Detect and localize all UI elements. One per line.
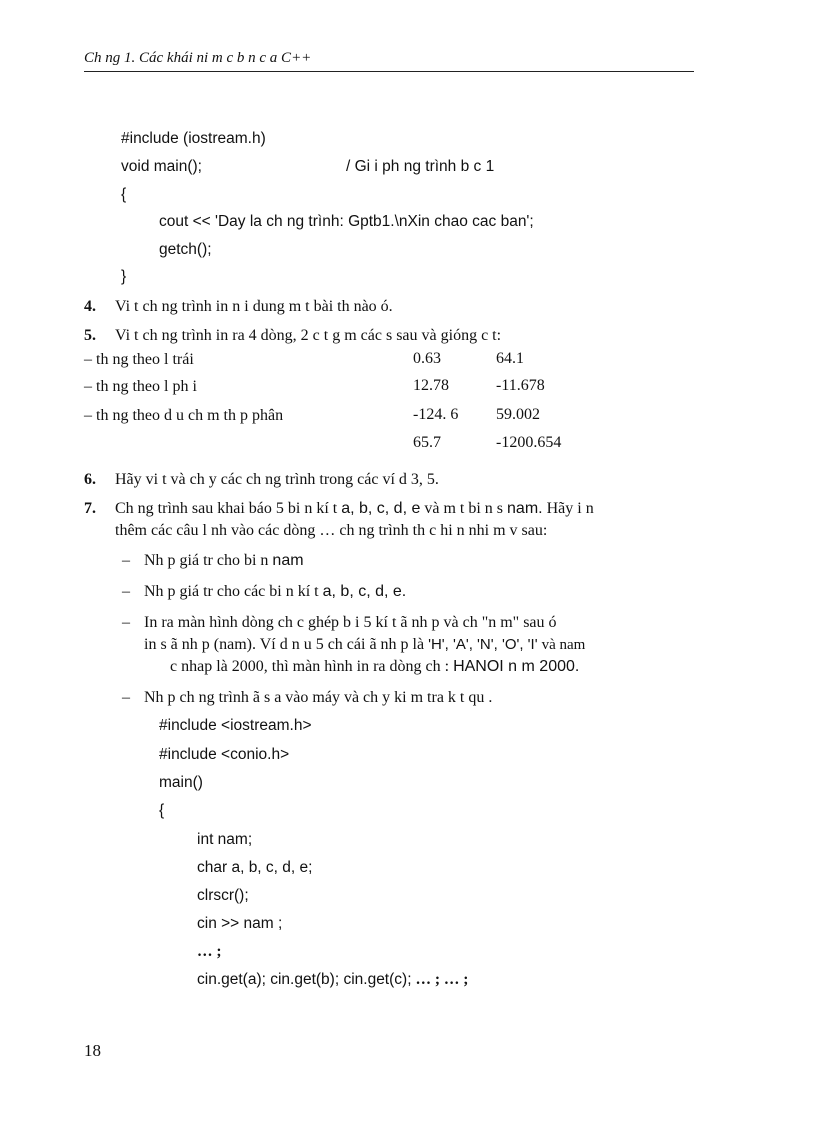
code-line: char a, b, c, d, e; xyxy=(197,859,313,876)
code-line: void main(); xyxy=(121,158,202,175)
code-run: cin.get(a); cin.get(b); cin.get(c); xyxy=(197,971,412,988)
bullet-text xyxy=(144,583,406,601)
code-line: cin >> nam ; xyxy=(197,915,283,932)
exercise-text: Vi t ch ng trình in n i dung m t bài th nào ó. xyxy=(115,298,393,315)
alignment-label: – th ng theo l trái xyxy=(84,351,194,368)
text-run: Hãy i n xyxy=(546,500,594,517)
text-run: c nhap là 2000, thì màn hình in ra dòng ch : xyxy=(170,658,450,675)
bullet-dash: – xyxy=(122,583,130,600)
alignment-label: – th ng theo l ph i xyxy=(84,378,197,395)
variable-name: nam xyxy=(272,552,304,569)
variable-name: nam. xyxy=(507,500,543,517)
header-divider xyxy=(84,71,694,72)
code-line: #include (iostream.h) xyxy=(121,130,266,147)
code-placeholder: … ; … ; xyxy=(415,971,469,988)
exercise-number: 7. xyxy=(84,500,96,517)
value-cell: -1200.654 xyxy=(496,434,562,451)
text-run: Ch ng trình sau khai báo 5 bi n kí t xyxy=(115,500,342,517)
bullet-dash: – xyxy=(122,552,130,569)
code-line: { xyxy=(121,186,127,203)
bullet-text: In ra màn hình dòng ch c ghép b i 5 kí t ã nh p và ch "n m" sau ó xyxy=(144,614,557,631)
code-line: #include <iostream.h> xyxy=(159,717,312,734)
bullet-dash: – xyxy=(122,689,130,706)
variable-names: a, b, c, d, e xyxy=(341,500,421,517)
code-placeholder: … ; xyxy=(197,943,222,960)
value-cell: -11.678 xyxy=(496,377,545,394)
text-run: Nh p giá tr cho bi n xyxy=(144,552,269,569)
running-header: Ch ng 1. Các khái ni m c b n c a C++ xyxy=(84,50,312,66)
value-cell: 64.1 xyxy=(496,350,524,367)
exercise-text xyxy=(115,500,594,518)
exercise-number: 6. xyxy=(84,471,96,488)
code-comment: / Gi i ph ng trình b c 1 xyxy=(346,158,495,175)
code-line: #include <conio.h> xyxy=(159,746,290,763)
value-cell: -124. 6 xyxy=(413,406,459,423)
code-line: main() xyxy=(159,774,203,791)
bullet-dash: – xyxy=(122,614,130,631)
output-example: HANOI n m 2000. xyxy=(453,658,580,675)
page-number: 18 xyxy=(84,1041,101,1060)
bullet-text: Nh p ch ng trình ã s a vào máy và ch y ki m tra k t qu . xyxy=(144,689,493,706)
exercise-text: Vi t ch ng trình in ra 4 dòng, 2 c t g m các s sau và gióng c t: xyxy=(115,327,502,344)
variable-names: a, b, c, d, e. xyxy=(322,583,407,600)
value-cell: 0.63 xyxy=(413,350,441,367)
code-line: clrscr(); xyxy=(197,887,249,904)
code-line: } xyxy=(121,268,127,285)
text-run: in s ã nh p (nam). Ví d n u 5 ch cái ã nh p là xyxy=(144,636,425,653)
exercise-text: thêm các câu l nh vào các dòng … ch ng trình th c hi n nhi m v sau: xyxy=(115,522,548,539)
value-cell: 65.7 xyxy=(413,434,441,451)
text-run: và m t bi n s xyxy=(424,500,508,517)
bullet-text xyxy=(144,636,585,654)
exercise-number: 5. xyxy=(84,327,96,344)
exercise-number: 4. xyxy=(84,298,96,315)
alignment-label: – th ng theo d u ch m th p phân xyxy=(84,407,284,424)
code-line: { xyxy=(159,802,165,819)
code-line: getch(); xyxy=(159,241,212,258)
text-run: Nh p giá tr cho các bi n kí t xyxy=(144,583,323,600)
code-line: cout << 'Day la ch ng trình: Gptb1.\nXin chao cac ban'; xyxy=(159,213,534,230)
value-cell: 12.78 xyxy=(413,377,449,394)
code-line xyxy=(197,971,468,989)
value-cell: 59.002 xyxy=(496,406,540,423)
exercise-text: Hãy vi t và ch y các ch ng trình trong các ví d 3, 5. xyxy=(115,471,439,488)
code-line: int nam; xyxy=(197,831,253,848)
bullet-text xyxy=(144,552,304,570)
text-run: và nam xyxy=(541,637,586,653)
bullet-text xyxy=(170,658,579,676)
char-list: 'H', 'A', 'N', 'O', 'I' xyxy=(428,636,538,653)
